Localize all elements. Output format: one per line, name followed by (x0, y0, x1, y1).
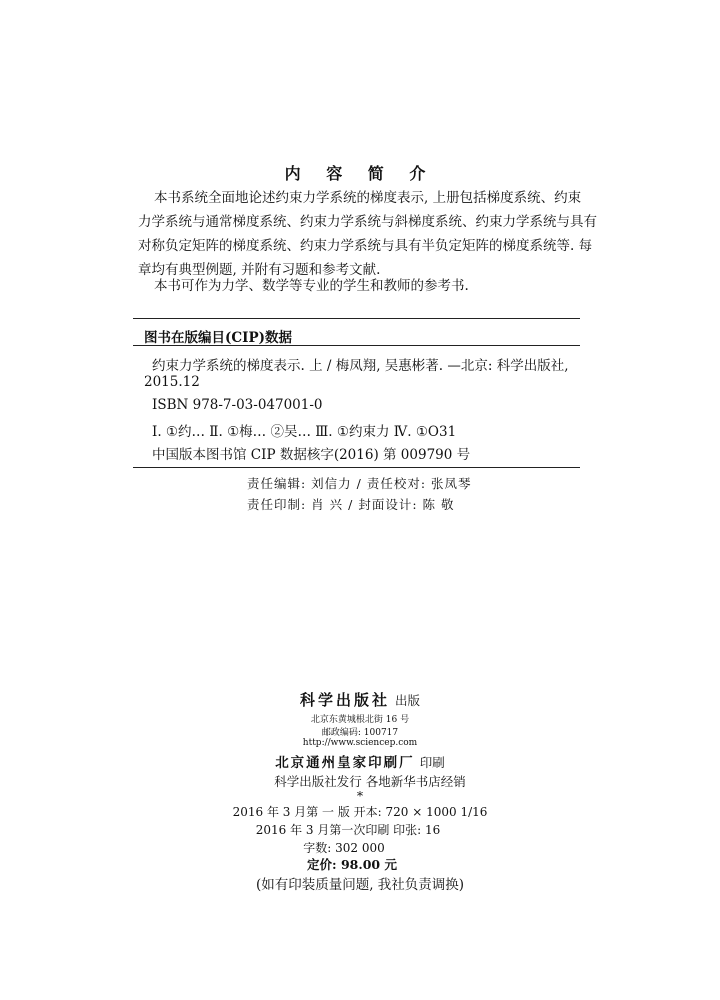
cip-line-2: 2015.12 (144, 374, 200, 390)
staff-line-2: 责任印制: 肖 兴 / 封面设计: 陈 敬 (247, 497, 455, 512)
summary-title: 内 容 简 介 (284, 164, 436, 183)
cip-isbn: ISBN 978-7-03-047001-0 (152, 397, 323, 413)
cip-classification: Ⅰ. ①约… Ⅱ. ①梅… ②吴… Ⅲ. ①约束力 Ⅳ. ①O31 (152, 424, 457, 440)
printer-suffix: 印刷 (419, 755, 445, 770)
cip-heading-rule (133, 345, 580, 346)
summary-line-4: 章均有典型例题, 并附有习题和参考文献. (138, 262, 381, 278)
cip-top-rule (133, 318, 580, 319)
summary-paragraph-2: 本书可作为力学、数学等专业的学生和教师的参考书. (154, 278, 469, 294)
publisher-suffix: 出版 (395, 693, 421, 708)
edition-line: 2016 年 3 月第 一 版 开本: 720 × 1000 1/16 (232, 805, 488, 819)
printing-line: 2016 年 3 月第一次印刷 印张: 16 (255, 823, 441, 837)
publisher-address: 北京东黄城根北街 16 号 (310, 715, 410, 725)
publisher-postcode: 邮政编码: 100717 (321, 728, 399, 738)
quality-notice: (如有印装质量问题, 我社负责调换) (255, 877, 465, 893)
word-count: 字数: 302 000 (303, 841, 385, 855)
publisher-name: 科学出版社 (299, 691, 390, 709)
publisher-line (0, 689, 720, 710)
summary-line-3: 对称负定矩阵的梯度系统、约束力学系统与具有半负定矩阵的梯度系统等. 每 (138, 238, 593, 254)
cip-library-note: 中国版本图书馆 CIP 数据核字(2016) 第 009790 号 (152, 447, 471, 463)
price: 定价: 98.00 元 (307, 857, 397, 872)
summary-line-1: 本书系统全面地论述约束力学系统的梯度表示, 上册包括梯度系统、约束 (154, 190, 582, 206)
staff-line-1: 责任编辑: 刘信力 / 责任校对: 张凤琴 (247, 476, 472, 491)
distribution-line: 科学出版社发行 各地新华书店经销 (274, 774, 466, 789)
summary-line-2: 力学系统与通常梯度系统、约束力学系统与斜梯度系统、约束力学系统与具有 (138, 214, 597, 230)
cip-bottom-rule (133, 467, 580, 468)
cip-line-1: 约束力学系统的梯度表示. 上 / 梅凤翔, 吴惠彬著. —北京: 科学出版社, (152, 358, 569, 374)
printer-line (0, 751, 720, 771)
publisher-website: http://www.sciencep.com (302, 738, 418, 748)
printer-name: 北京通州皇家印刷厂 (275, 755, 415, 771)
cip-heading: 图书在版编目(CIP)数据 (144, 330, 292, 346)
separator-star: * (356, 788, 364, 803)
